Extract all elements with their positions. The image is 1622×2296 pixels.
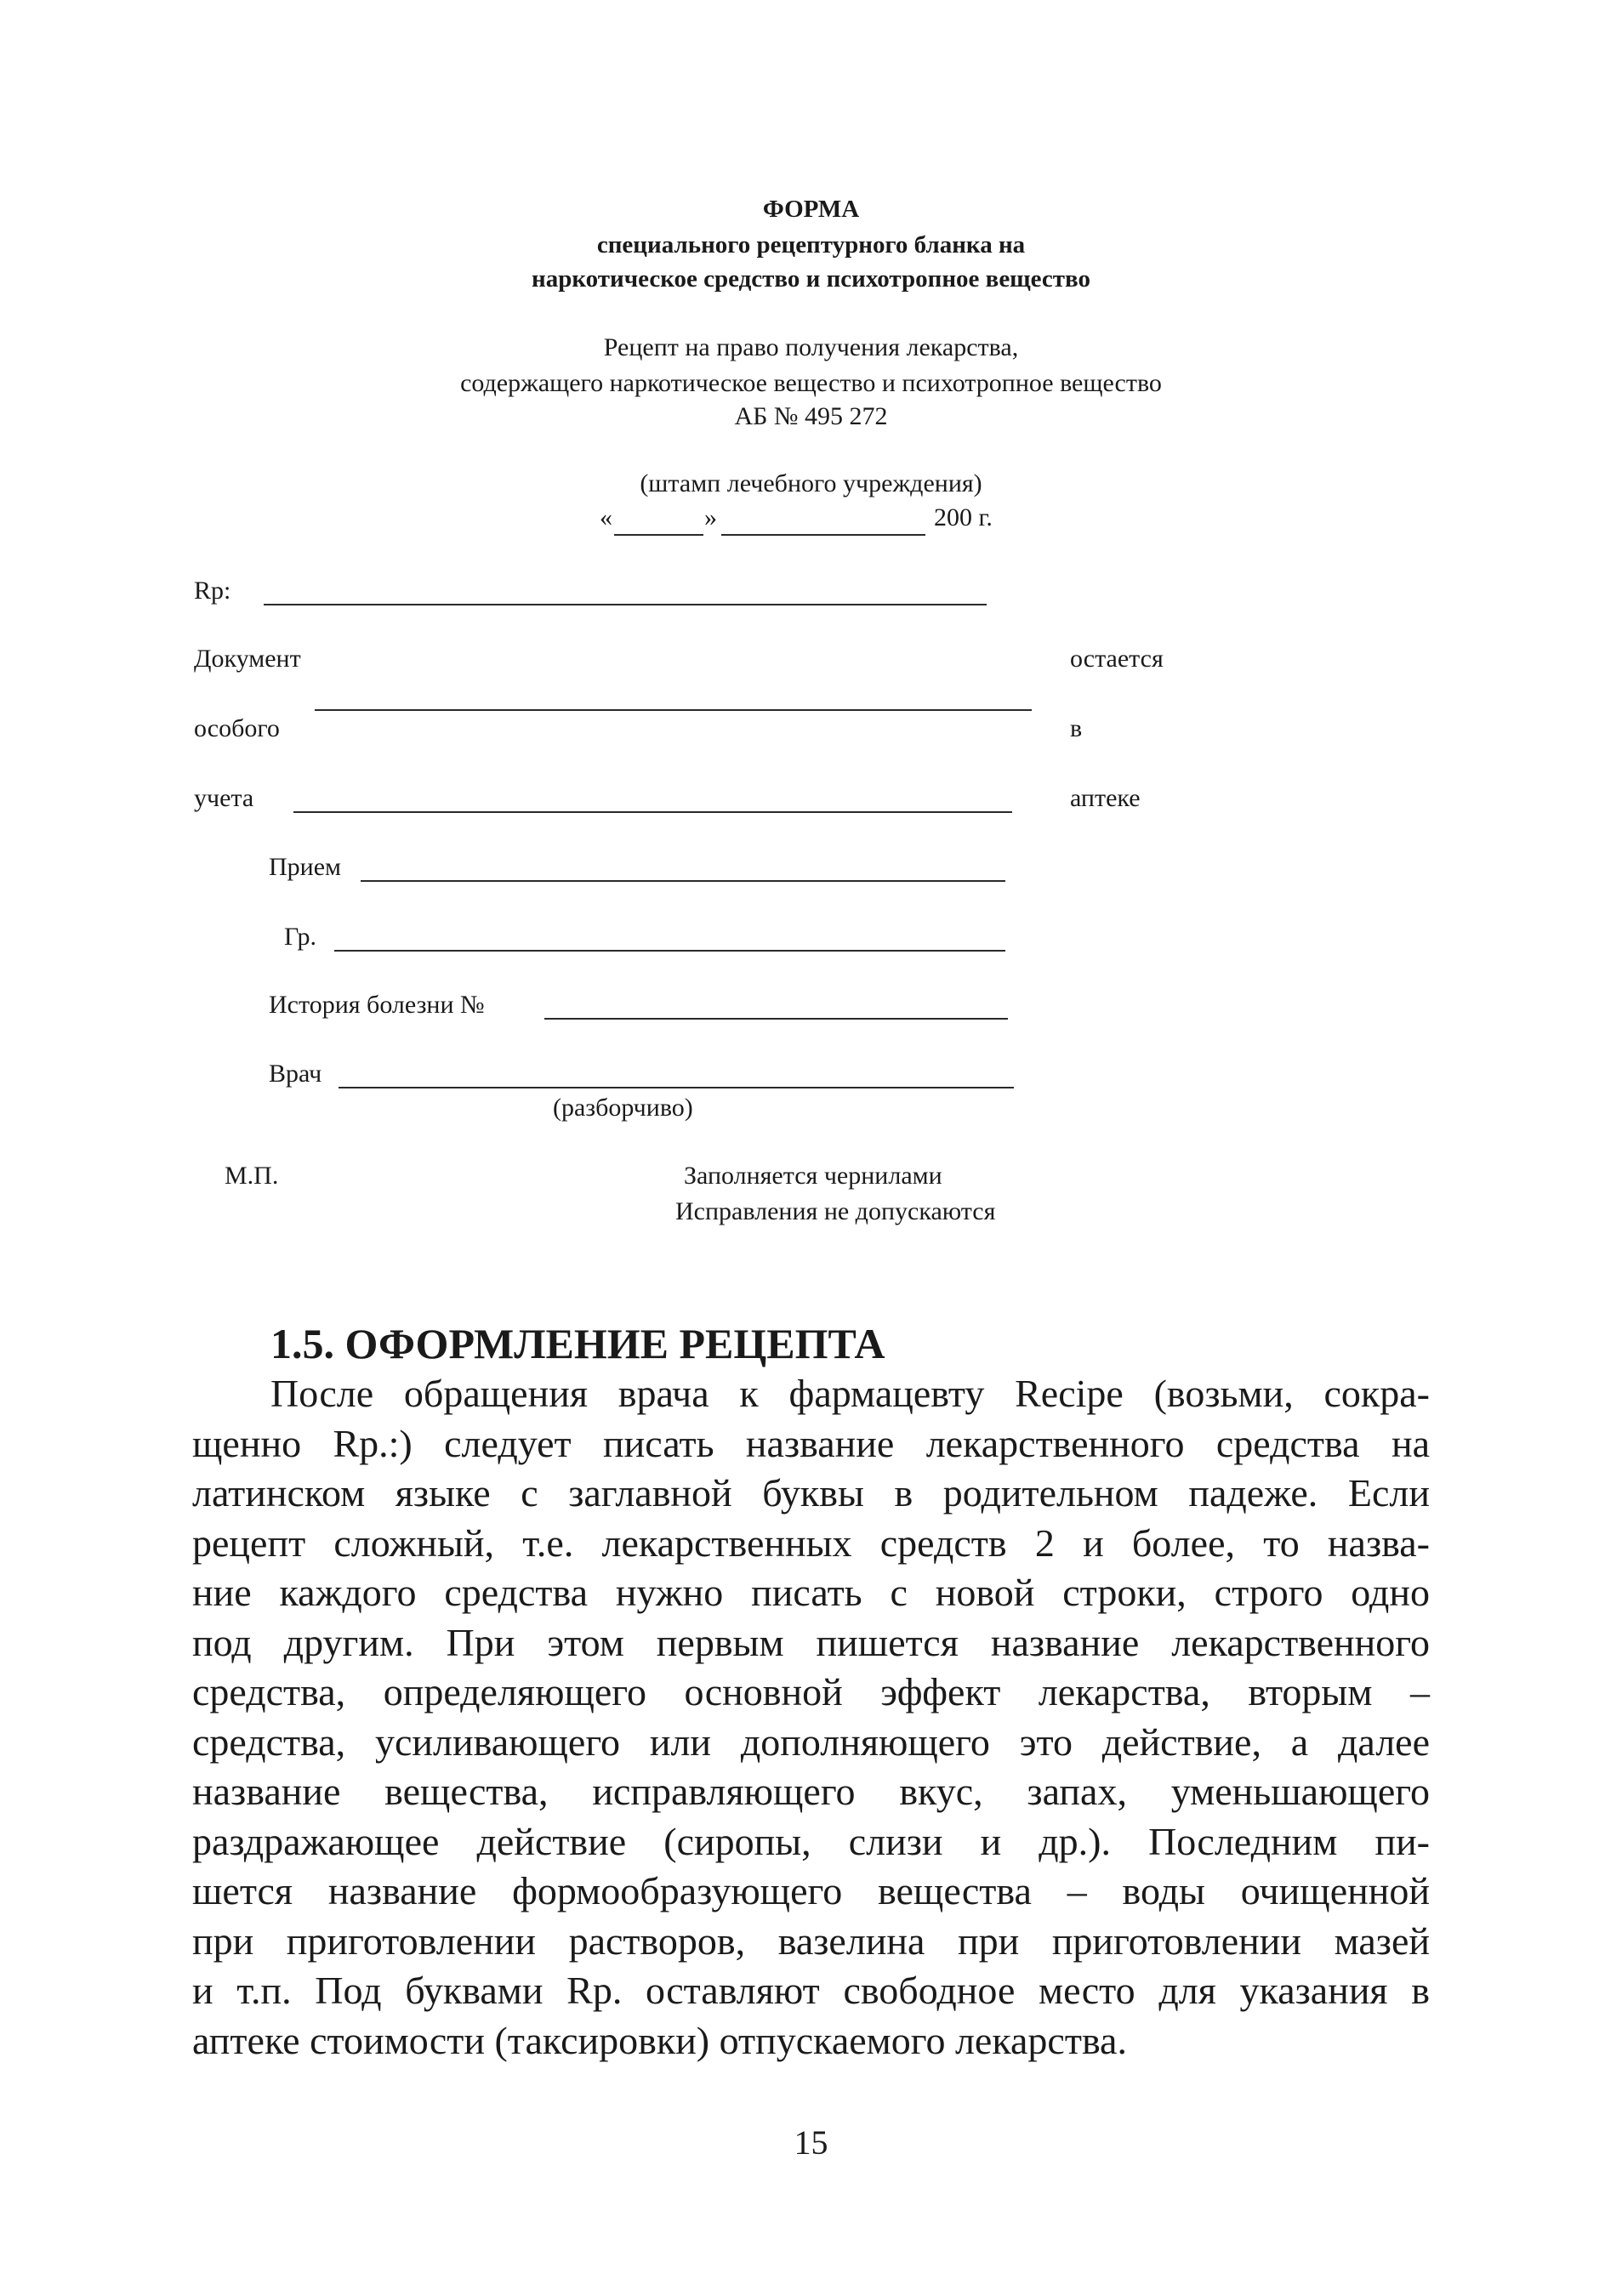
paragraph-line-9: название вещества, исправляющего вкус, запах, уменьшающего <box>192 1770 1430 1813</box>
section-paragraph <box>192 1369 1430 2066</box>
patient-label: Гр. <box>284 923 316 951</box>
institution-stamp-label: (штамп лечебного учреждения) <box>640 469 982 497</box>
paragraph-line-12: при приготовлении растворов, вазелина при приготовлении мазей <box>192 1918 1430 1963</box>
side-note-right-1: остается <box>1070 645 1164 673</box>
date-year-label: 200 г. <box>934 503 993 531</box>
paragraph-line-7: средства, определяющего основной эффект лекарства, вторым – <box>192 1670 1430 1713</box>
paragraph-line-6: под другим. При этом первым пишется название лекарственного <box>192 1620 1430 1664</box>
paragraph-line-10: раздражающее действие (сиропы, слизи и др.). Последним пи- <box>192 1819 1430 1863</box>
paragraph-line-5: ние каждого средства нужно писать с новой строки, строго одно <box>192 1571 1430 1614</box>
blank-line-2 <box>315 709 1032 711</box>
doctor-label: Врач <box>269 1060 322 1088</box>
paragraph-line-2: щенно Rp.:) следует писать название лекарственного средства на <box>192 1421 1430 1465</box>
stamp-place-label: М.П. <box>225 1162 279 1190</box>
side-note-right-3: аптеке <box>1070 784 1141 812</box>
intake-label: Прием <box>269 853 342 881</box>
medical-history-label: История болезни № <box>269 991 485 1019</box>
no-corrections-note: Исправления не допускаются <box>675 1197 996 1225</box>
side-note-left-2: особого <box>194 714 280 742</box>
recipe-serial-number: АБ № 495 272 <box>734 402 888 430</box>
patient-blank-line <box>334 950 1005 952</box>
side-note-left-1: Документ <box>194 645 301 673</box>
paragraph-line-14: аптеке стоимости (таксировки) отпускаемого лекарства. <box>192 2018 1127 2062</box>
intake-blank-line <box>361 880 1005 882</box>
blank-line-3 <box>293 811 1012 813</box>
date-open-quote: « <box>600 503 612 531</box>
doctor-blank-line <box>339 1087 1014 1088</box>
side-note-right-2: в <box>1070 714 1083 742</box>
side-note-left-3: учета <box>194 784 254 812</box>
date-day-blank <box>614 534 703 536</box>
paragraph-line-13: и т.п. Под буквами Rp. оставляют свободное место для указания в <box>192 1969 1430 2012</box>
form-subtitle-line2: наркотическое средство и психотропное вещество <box>532 265 1090 293</box>
rp-label: Rp: <box>194 577 231 605</box>
form-subtitle-line1: специального рецептурного бланка на <box>596 231 1026 259</box>
date-close-quote: » <box>704 503 717 531</box>
form-title: ФОРМА <box>762 196 860 223</box>
ink-note: Заполняется чернилами <box>684 1162 942 1190</box>
medical-history-blank-line <box>544 1018 1008 1020</box>
paragraph-line-8: средства, усиливающего или дополняющего это действие, а далее <box>192 1719 1430 1764</box>
date-month-blank <box>721 534 925 536</box>
paragraph-line-11: шется название формообразующего вещества – воды очищенной <box>192 1869 1430 1912</box>
recipe-title-line1: Рецепт на право получения лекарства, <box>603 333 1019 361</box>
rp-blank-line <box>264 604 987 605</box>
legibly-note: (разборчиво) <box>553 1094 693 1122</box>
section-heading: 1.5. ОФОРМЛЕНИЕ РЕЦЕПТА <box>270 1320 885 1367</box>
paragraph-line-4: рецепт сложный, т.е. лекарственных средств 2 и более, то назва- <box>192 1520 1430 1565</box>
recipe-title-line2: содержащего наркотическое вещество и психотропное вещество <box>460 369 1162 397</box>
paragraph-line-1: После обращения врача к фармацевту Recipe (возьми, сокра- <box>270 1372 1430 1415</box>
page-number: 15 <box>794 2123 828 2162</box>
paragraph-line-3: латинском языке с заглавной буквы в родительном падеже. Если <box>192 1471 1430 1515</box>
